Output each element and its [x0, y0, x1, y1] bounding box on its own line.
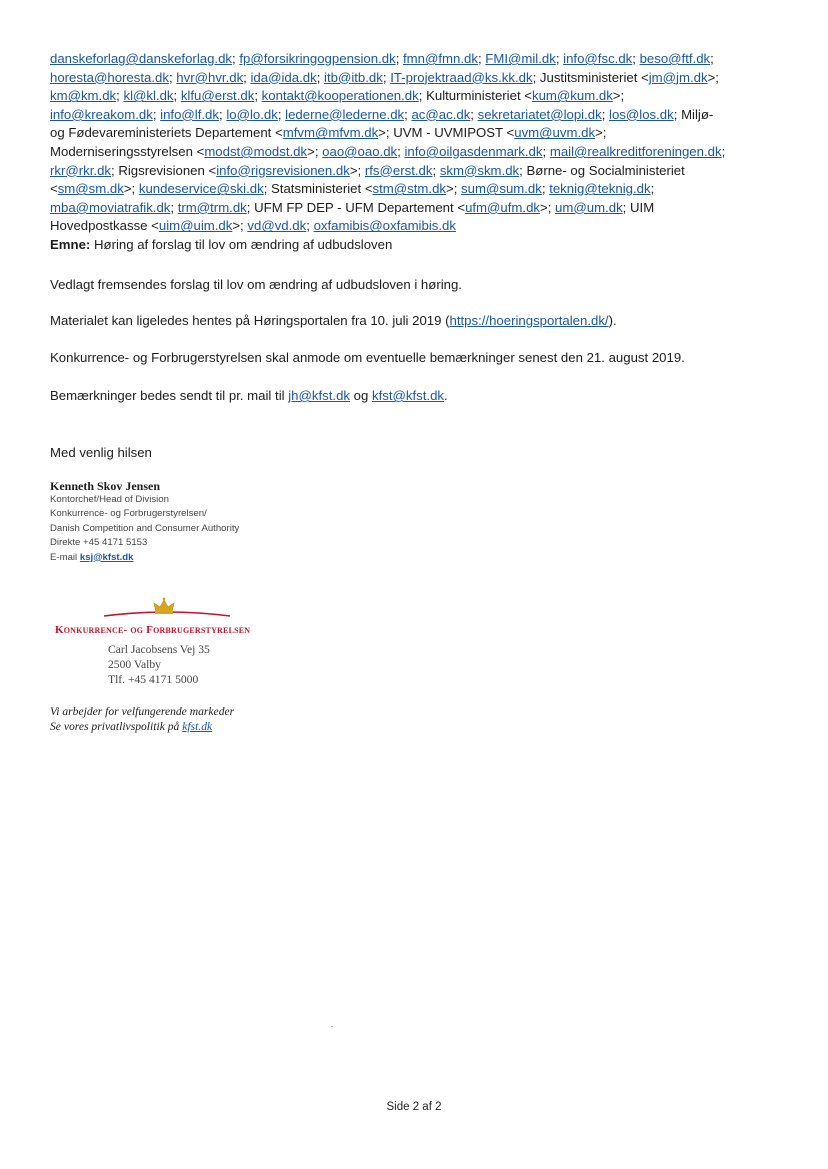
body-paragraph-1: Vedlagt fremsendes forslag til lov om ændring af udbudsloven i høring.	[50, 277, 462, 292]
paragraph-text: Bemærkninger bedes sendt til pr. mail til	[50, 388, 285, 403]
recipient-line-10: Hovedpostkasse <uim@uim.dk>; vd@vd.dk; oxfamibis@oxfamibis.dk	[50, 218, 456, 234]
paragraph-text: .	[444, 388, 448, 403]
portal-link[interactable]: https://hoeringsportalen.dk/	[449, 313, 609, 328]
recipient-name: Moderniseringsstyrelsen	[50, 143, 193, 159]
address-city: 2500 Valby	[108, 658, 161, 672]
email-link[interactable]: lederne@lederne.dk	[285, 106, 405, 122]
signature-title: Kontorchef/Head of Division	[50, 494, 169, 505]
org-address	[108, 642, 210, 688]
paragraph-text: Materialet kan ligeledes hentes på Høringsportalen fra 10. juli 2019 (	[50, 313, 450, 328]
subject-line	[50, 236, 780, 255]
email-link[interactable]: beso@ftf.dk	[639, 51, 711, 66]
email-link[interactable]: km@km.dk	[50, 88, 117, 104]
email-link[interactable]: info@oilgasdenmark.dk	[404, 143, 543, 159]
email-link[interactable]: rfs@erst.dk	[364, 162, 433, 178]
email-link[interactable]: teknig@teknig.dk	[549, 181, 651, 197]
paragraph-text: og	[353, 388, 369, 403]
email-link[interactable]: danskeforlag@danskeforlag.dk	[50, 51, 233, 66]
email-link[interactable]: modst@modst.dk	[204, 143, 308, 159]
email-link[interactable]: ksj@kfst.dk	[79, 551, 134, 563]
recipient-line-3: km@km.dk; kl@kl.dk; klfu@erst.dk; kontakt@kooperationen.dk; Kulturministeriet <kum@kum.dk>;	[50, 88, 625, 104]
recipient-line-8: <sm@sm.dk>; kundeservice@ski.dk; Statsministeriet <stm@stm.dk>; sum@sum.dk; teknig@teknig.dk;	[50, 181, 655, 197]
email-link[interactable]: ac@ac.dk	[411, 106, 471, 122]
signature-name: Kenneth Skov Jensen	[50, 479, 161, 493]
email-link[interactable]: fp@forsikringogpension.dk	[239, 51, 396, 66]
crown-logo-icon	[100, 596, 235, 622]
email-link[interactable]: kl@kl.dk	[123, 88, 174, 104]
email-link[interactable]: klfu@erst.dk	[180, 88, 255, 104]
scan-speck	[331, 1026, 333, 1027]
email-link[interactable]: skm@skm.dk	[439, 162, 520, 178]
org-name: Konkurrence- og Forbrugerstyrelsen	[55, 624, 251, 636]
email-link[interactable]: stm@stm.dk	[372, 181, 447, 197]
body-paragraph-2	[50, 312, 617, 330]
recipient-line-2: horesta@horesta.dk; hvr@hvr.dk; ida@ida.dk; itb@itb.dk; IT-projektraad@ks.kk.dk; Justitsministeriet <jm@jm.dk>;	[50, 69, 719, 85]
email-link[interactable]: itb@itb.dk	[324, 69, 383, 85]
recipient-line-5: og Fødevareministeriets Departement <mfvm@mfvm.dk>; UVM - UVMIPOST <uvm@uvm.dk>;	[50, 125, 607, 141]
email-link[interactable]: sum@sum.dk	[461, 181, 542, 197]
email-link[interactable]: oao@oao.dk	[322, 143, 398, 159]
email-link[interactable]: info@fsc.dk	[563, 51, 633, 66]
email-link[interactable]: IT-projektraad@ks.kk.dk	[390, 69, 533, 85]
recipient-line-1: danskeforlag@danskeforlag.dk; fp@forsikringogpension.dk; fmn@fmn.dk; FMI@mil.dk; info@fsc.dk; beso@ftf.dk;	[50, 51, 714, 66]
signature-org: Konkurrence- og Forbrugerstyrelsen/	[50, 508, 207, 520]
email-link[interactable]: mail@realkreditforeningen.dk	[549, 143, 722, 159]
email-link[interactable]: kundeservice@ski.dk	[138, 181, 264, 197]
recipient-name: UFM FP DEP - UFM Departement	[254, 199, 454, 215]
recipient-line-7: rkr@rkr.dk; Rigsrevisionen <info@rigsrevisionen.dk>; rfs@erst.dk; skm@skm.dk; Børne- og Socialministeriet	[50, 162, 685, 178]
email-link[interactable]: jh@kfst.dk	[288, 388, 350, 403]
email-link[interactable]: um@um.dk	[555, 199, 623, 215]
email-link[interactable]: sekretariatet@lopi.dk	[477, 106, 602, 122]
body-paragraph-3: Konkurrence- og Forbrugerstyrelsen skal anmode om eventuelle bemærkninger senest den 21. august 2019.	[50, 350, 685, 365]
email-link[interactable]: uvm@uvm.dk	[514, 125, 596, 141]
email-link[interactable]: jm@jm.dk	[648, 69, 708, 85]
paragraph-text: ).	[608, 313, 617, 328]
recipient-name: og Fødevareministeriets Departement	[50, 125, 272, 141]
motto	[50, 704, 234, 734]
signature-email-row	[50, 551, 239, 565]
email-link[interactable]: mba@moviatrafik.dk	[50, 199, 171, 215]
recipient-name: Justitsministeriet	[539, 69, 638, 85]
motto-text: Se vores privatlivspolitik på	[50, 720, 180, 734]
email-link[interactable]: info@kreakom.dk	[50, 106, 153, 122]
email-link[interactable]: kum@kum.dk	[531, 88, 613, 104]
email-link[interactable]: ufm@ufm.dk	[465, 199, 541, 215]
email-link[interactable]: vd@vd.dk	[247, 218, 307, 234]
email-label: E-mail	[50, 551, 78, 563]
recipient-line-6: Moderniseringsstyrelsen <modst@modst.dk>; oao@oao.dk; info@oilgasdenmark.dk; mail@realkreditforeningen.dk;	[50, 143, 726, 159]
recipient-name: UIM	[630, 199, 655, 215]
recipient-name: Statsministeriet	[271, 181, 362, 197]
email-link[interactable]: mfvm@mfvm.dk	[282, 125, 379, 141]
subject-text: Høring af forslag til lov om ændring af udbudsloven	[93, 236, 393, 252]
recipient-line-4: info@kreakom.dk; info@lf.dk; lo@lo.dk; lederne@lederne.dk; ac@ac.dk; sekretariatet@lopi.dk; los@los.dk; Miljø-	[50, 106, 714, 122]
email-link[interactable]: rkr@rkr.dk	[50, 162, 112, 178]
email-link[interactable]: FMI@mil.dk	[485, 51, 556, 66]
address-phone: Tlf. +45 4171 5000	[108, 673, 199, 687]
email-link[interactable]: sm@sm.dk	[57, 181, 124, 197]
motto-line-2	[50, 719, 234, 734]
website-link[interactable]: kfst.dk	[182, 720, 213, 734]
recipient-name: Hovedpostkasse	[50, 218, 148, 234]
recipient-name: Børne- og Socialministeriet	[526, 162, 685, 178]
email-link[interactable]: kfst@kfst.dk	[372, 388, 445, 403]
recipient-name: UVM - UVMIPOST	[393, 125, 503, 141]
body-paragraph-4	[50, 387, 448, 405]
email-link[interactable]: trm@trm.dk	[177, 199, 247, 215]
greeting: Med venlig hilsen	[50, 445, 152, 460]
email-link[interactable]: oxfamibis@oxfamibis.dk	[313, 218, 456, 234]
email-link[interactable]: info@rigsrevisionen.dk	[216, 162, 350, 178]
email-link[interactable]: horesta@horesta.dk	[50, 69, 169, 85]
email-link[interactable]: hvr@hvr.dk	[176, 69, 244, 85]
recipient-name: Rigsrevisionen	[118, 162, 205, 178]
recipient-line-9: mba@moviatrafik.dk; trm@trm.dk; UFM FP DEP - UFM Departement <ufm@ufm.dk>; um@um.dk; UIM	[50, 199, 655, 215]
signature-org-en: Danish Competition and Consumer Authority	[50, 522, 240, 534]
page-number: Side 2 af 2	[386, 1101, 442, 1113]
email-link[interactable]: kontakt@kooperationen.dk	[261, 88, 419, 104]
email-link[interactable]: uim@uim.dk	[158, 218, 233, 234]
email-link[interactable]: info@lf.dk	[160, 106, 219, 122]
subject-label: Emne:	[50, 236, 91, 252]
signature-phone: Direkte +45 4171 5153	[50, 537, 148, 549]
email-link[interactable]: ida@ida.dk	[250, 69, 317, 85]
recipient-name: Kulturministeriet	[426, 88, 521, 104]
signature-block	[50, 493, 239, 565]
email-link[interactable]: los@los.dk	[609, 106, 674, 122]
recipient-list	[50, 50, 780, 255]
recipient-name: Miljø-	[681, 106, 714, 122]
email-link[interactable]: lo@lo.dk	[226, 106, 278, 122]
email-link[interactable]: fmn@fmn.dk	[403, 51, 478, 66]
address-street: Carl Jacobsens Vej 35	[108, 643, 210, 656]
motto-line-1: Vi arbejder for velfungerende markeder	[50, 705, 235, 718]
